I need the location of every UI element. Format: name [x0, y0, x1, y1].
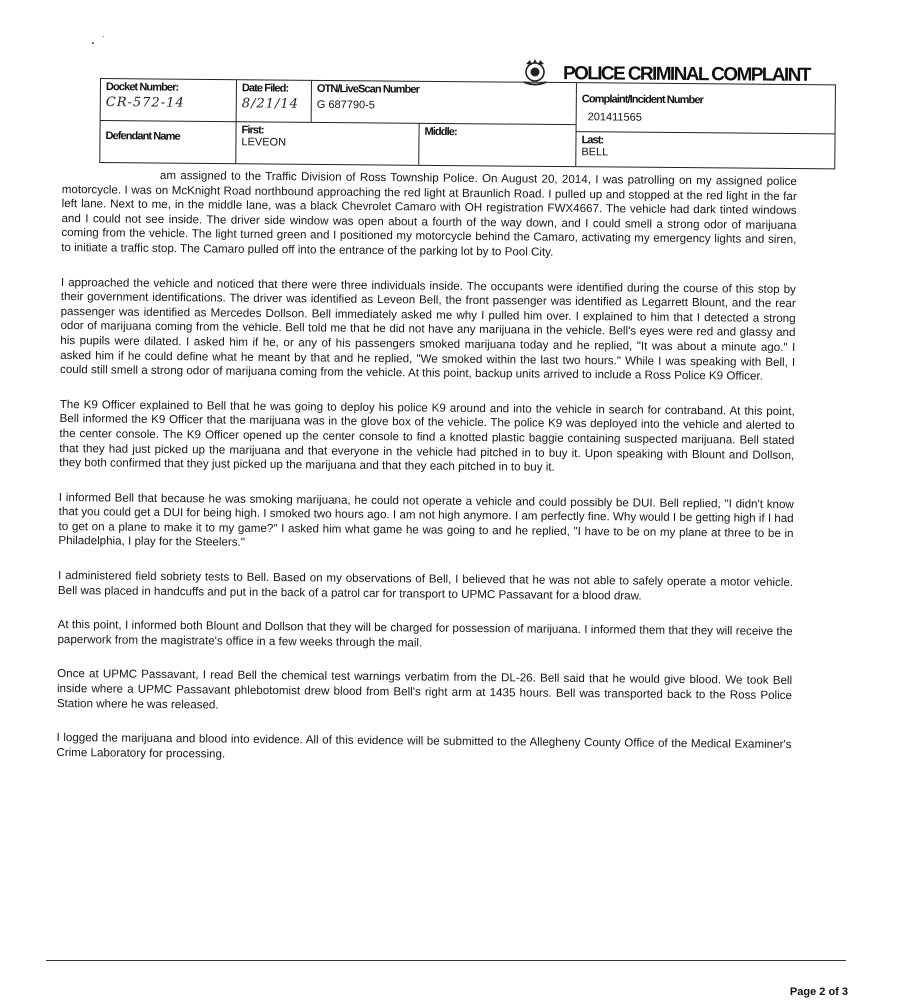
defendant-name-cell — [105, 130, 179, 143]
scan-speck — [103, 36, 104, 37]
otn-label: OTN/LiveScan Number — [316, 82, 420, 96]
complaint-number-cell — [582, 93, 703, 124]
date-filed-label: Date Filed: — [241, 82, 289, 95]
otn-cell — [317, 83, 419, 112]
footer-rule — [46, 960, 846, 961]
last-name-label: Last: — [581, 134, 604, 147]
defendant-name-label: Defendant Name — [105, 130, 180, 143]
column-divider — [311, 81, 312, 122]
first-name-label: First: — [241, 124, 264, 137]
scan-speck — [92, 42, 94, 44]
middle-name-cell — [424, 126, 456, 138]
complaint-number-label: Complaint/Incident Number — [581, 93, 704, 107]
narrative-paragraph: At this point, I informed both Blount and Dollson that they will be charged for possession of marijuana. I informed them that they will receive the paperwork from the magistrate's office in a few weeks through the mail. — [57, 618, 793, 650]
narrative-paragraph: I approached the vehicle and noticed that there were three individuals inside. The occupants were identified during the course of this stop by their government identifications. The driver was identified as Leveon Bell, the front passenger was identified as Legarrett Blount, and the rear passenger was identified as Mercedes Dollson. Bell immediately asked me why I pulled him over. I explained to him that I detected a strong odor of marijuana coming from the vehicle. Bell told me that he did not have any marijuana in the vehicle. Bell's eyes were red and glassy and his pupils were dilated. I asked him if he, or any of his passengers smoked marijuana today and he replied, "It was about a minute ago." I asked him if he could define what he meant by that and he replied, "We smoked within the last two hours." While I was speaking with Bell, I could still smell a strong odor of marijuana coming from the vehicle. At this point, backup units arrived to include a Ross Police K9 Officer. — [60, 275, 796, 383]
form-title: POLICE CRIMINAL COMPLAINT — [562, 63, 810, 86]
column-divider — [575, 83, 577, 166]
complaint-number-value: 201411565 — [587, 111, 642, 124]
narrative-paragraph: I logged the marijuana and blood into evidence. All of this evidence will be submitted to the Allegheny County Office of the Medical Examiner's Crime Laboratory for processing. — [56, 731, 792, 761]
narrative-body — [56, 168, 797, 787]
docket-number-label: Docket Number: — [105, 81, 179, 94]
page-number: Page 2 of 3 — [789, 986, 848, 998]
header-form-table — [99, 78, 836, 169]
otn-value: G 687790-5 — [316, 98, 375, 112]
narrative-paragraph: I administered field sobriety tests to Bell. Based on my observations of Bell, I believed that he was not able to safely operate a motor vehicle. Bell was placed in handcuffs and put in the back of a patrol car for transport to UPMC Passavant for a blood draw. — [57, 569, 794, 603]
date-filed-value: 8/21/14 — [241, 96, 299, 112]
narrative-paragraph: The K9 Officer explained to Bell that he was going to deploy his police K9 around and into the vehicle in search for contraband. At this point, Bell informed the K9 Officer that the marijuana was in the glove box of the vehicle. The police K9 was deployed into the vehicle and alerted to the center console. The K9 Officer opened up the center console to find a knotted plastic baggie containing suspected marijuana. Bell stated that they had just picked up the marijuana and that everyone in the vehicle had pitched in to buy it. Upon speaking with Blount and Dollson, they both confirmed that they just picked up the marijuana and that they each pitched in to buy it. — [59, 397, 795, 474]
date-filed-cell — [242, 82, 299, 111]
last-name-cell — [581, 134, 608, 158]
last-name-value: BELL — [581, 146, 609, 159]
narrative-paragraph: I informed Bell that because he was smoking marijuana, he could not operate a vehicle and could possibly be DUI. Bell replied, "I didn't know that you could get a DUI for being high. I smoked two hours ago. I am not high anymore. I am perfectly fine. Why would I be getting high if I had to get on a plane to make it to my game?" I asked him what game he was going to and he replied, "I have to be on my plane at three to be in Philadelphia, I play for the Steelers." — [58, 490, 794, 550]
column-divider — [418, 123, 419, 165]
middle-name-label: Middle: — [424, 125, 457, 139]
narrative-paragraph: Once at UPMC Passavant, I read Bell the chemical test warnings verbatim from the DL-26. Bell said that he would give blood. We took Bell inside where a UPMC Passavant phlebotomist drew blood from Bell's right arm at 1435 hours. Bell was transported back to the Ross Police Station where he was released. — [56, 667, 793, 712]
docket-number-value: CR-572-14 — [105, 95, 185, 111]
docket-number-cell — [106, 81, 185, 111]
row-divider — [576, 131, 835, 134]
narrative-paragraph: am assigned to the Traffic Division of Ross Township Police. On August 20, 2014, I was patrolling on my assigned police motorcycle. I was on McKnight Road northbound approaching the red light at Braunlich Road. I pulled up and stopped at the red light in the far left lane. Next to me, in the middle lane, was a black Chevrolet Camaro with OH registration FWX4667. The vehicle had dark tinted windows and I could not see inside. The driver side window was open about a fourth of the way down, and I could smell a strong odor of marijuana coming from the vehicle. The light turned green and I positioned my motorcycle behind the Camaro, activating my emergency lights and siren, to initiate a traffic stop. The Camaro pulled off into the entrance of the parking lot by to Pool City. — [61, 168, 797, 259]
row-divider — [101, 120, 576, 125]
first-name-cell — [241, 124, 286, 148]
first-name-value: LEVEON — [241, 136, 287, 149]
